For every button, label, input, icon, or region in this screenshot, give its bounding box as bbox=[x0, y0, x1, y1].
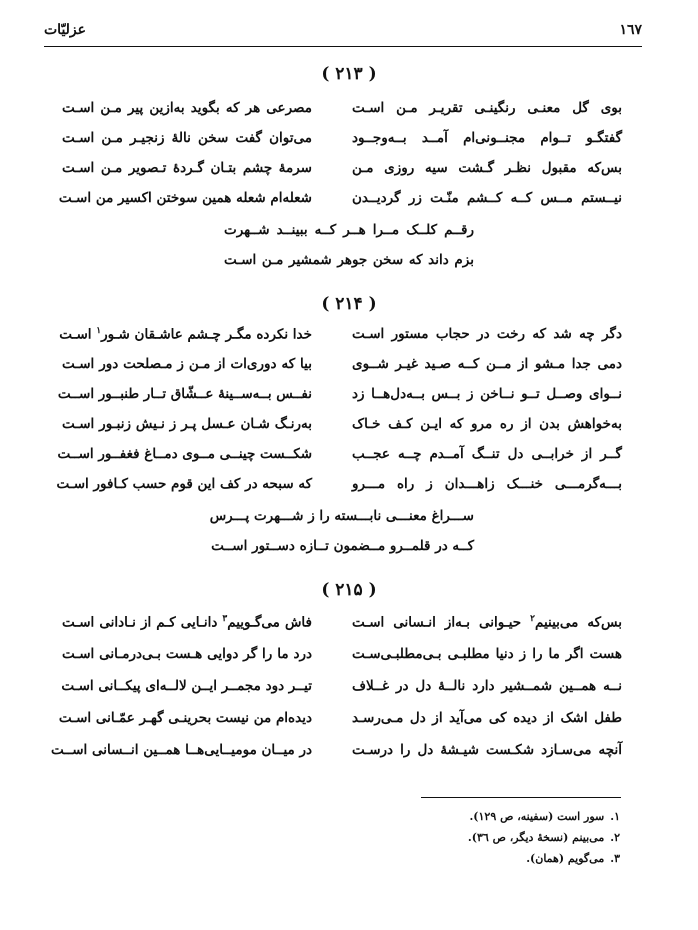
footnote-marker: ۲ bbox=[530, 614, 535, 624]
closing-text: بزم داند که سخن جوهر شمشیر مـن اسـت bbox=[224, 252, 474, 268]
footnote-marker: ۳ bbox=[222, 614, 228, 624]
footnote bbox=[220, 852, 620, 865]
verse-row bbox=[57, 386, 622, 402]
verse-hemistich-1: نــه همــین شمــشیر دارد نالــهٔ دل در غــلاف bbox=[352, 678, 622, 694]
verse-row bbox=[59, 326, 622, 343]
verse-hemistich-2: می‌توان گفت سخن نالهٔ زنجیـر مـن اسـت bbox=[62, 130, 312, 146]
verse-hemistich-2: دیده‌ام من نیست بحرینـی گهـر عمّـانی اسـت bbox=[58, 710, 312, 726]
verse-hemistich-2: درد ما را گر دوایی هـست بـی‌درمـانی اسـت bbox=[62, 646, 312, 662]
hemistich-tail: دانـایی کـم از نـادانی اسـت bbox=[62, 614, 223, 631]
header-rule bbox=[44, 46, 642, 47]
hemistich-text: فاش می‌گـوییم bbox=[227, 614, 312, 631]
verse-row bbox=[62, 416, 622, 432]
footnote-marker: ۱ bbox=[96, 326, 102, 336]
page-header bbox=[44, 14, 642, 46]
verse-hemistich-1: گفتگـو تــوام مجنــونی‌ام آمــد بــه‌وجــود bbox=[352, 130, 622, 146]
footnote-text: می‌گویم (همان). bbox=[526, 852, 605, 865]
verse-row bbox=[62, 356, 622, 372]
verse-row bbox=[62, 646, 622, 662]
verse-row bbox=[56, 476, 622, 492]
verse-row bbox=[62, 678, 622, 694]
verse-hemistich-2: شعله‌ام شعله همین سوختن اکسیر من اسـت bbox=[58, 190, 312, 206]
closing-text: رقــم کلــک مــرا هــر کــه ببینــد شــهرت bbox=[224, 222, 474, 238]
closing-line-1 bbox=[0, 222, 698, 238]
verse-hemistich-2: نفــس بــه‌ســینهٔ عــشّاق تــار طنبــور اســت bbox=[57, 386, 312, 402]
footnote bbox=[220, 810, 620, 823]
footnote-text: سور است (سفینه، ص ۱۲۹). bbox=[469, 810, 605, 823]
verse-hemistich-2: مصرعی هر که بگوید به‌ازین پیر مـن اسـت bbox=[62, 100, 312, 116]
verse-hemistich-1: نیــستم مــس کــه کــشم منّـت زر گردیــدن bbox=[352, 190, 622, 206]
footnote-number: ۲. bbox=[610, 831, 620, 844]
verse-row bbox=[57, 446, 622, 462]
verse-row bbox=[51, 742, 622, 758]
hemistich-text: بس‌که می‌بینیم bbox=[534, 614, 623, 631]
closing-line-2 bbox=[0, 252, 698, 268]
poem-title-213: ( ۲۱۳ ) bbox=[321, 64, 377, 84]
closing-line-2 bbox=[0, 538, 698, 554]
hemistich-tail: اسـت bbox=[59, 326, 97, 343]
verse-hemistich-1: بـــه‌گرمـــی خنـــک زاهـــدان ز راه مـــرو bbox=[352, 476, 622, 492]
verse-hemistich-1: دگر چه شد که رخت در حجاب مستور اسـت bbox=[352, 326, 622, 342]
verse-hemistich-2: تیــر دود مجمــر ایــن لالــه‌ای پیکــانی اسـت bbox=[61, 678, 312, 694]
footnote-number: ۳. bbox=[610, 852, 620, 865]
page-number: ١٦٧ bbox=[619, 22, 642, 38]
closing-line-1 bbox=[0, 508, 698, 524]
verse-hemistich-2 bbox=[59, 326, 312, 343]
verse-hemistich-2: در میــان مومیــایی‌هــا همــین انــسانی اســت bbox=[51, 742, 312, 758]
verse-hemistich-2: به‌رنـگ شـان عـسل پـر ز نـیش زنبـور اسـت bbox=[62, 416, 312, 432]
verse-hemistich-2: شکــست چینــی مــوی دمــاغ فغفــور اســت bbox=[57, 446, 312, 462]
verse-row bbox=[62, 130, 622, 146]
verse-row bbox=[62, 614, 622, 631]
verse-hemistich-1: آنچه می‌سـازد شکـست شیـشهٔ دل را درسـت bbox=[352, 742, 622, 758]
verse-hemistich-1 bbox=[352, 614, 622, 631]
verse-hemistich-2 bbox=[62, 614, 312, 631]
footnote-rule bbox=[421, 797, 621, 798]
verse-hemistich-1: بوی گل معنـی رنگینـی تقریـر مـن اسـت bbox=[352, 100, 622, 116]
verse-hemistich-1: به‌خواهش بدن از ره مرو که ایـن کـف خـاک bbox=[352, 416, 622, 432]
footnote-text: می‌بینم (نسخهٔ دیگر، ص ۳٦). bbox=[467, 831, 605, 844]
poem-title-214: ( ۲۱۴ ) bbox=[321, 294, 377, 314]
verse-hemistich-1: طفل اشک از دیده کی می‌آید از دل مـی‌رسـد bbox=[352, 710, 622, 726]
footnote-number: ۱. bbox=[610, 810, 620, 823]
closing-text: کــه در قلمــرو مــضمون تــازه دســتور اســت bbox=[211, 538, 474, 554]
poem-title-215: ( ۲۱۵ ) bbox=[321, 580, 377, 600]
hemistich-text: خدا نکرده مگـر چـشم عاشـقان شـور bbox=[101, 326, 312, 343]
verse-hemistich-1: نــوای وصــل تــو نــاخن ز بــس بــه‌دل‌هــا زد bbox=[352, 386, 622, 402]
verse-hemistich-1: گــر از خرابــی دل تنــگ آمــدم چــه عجــب bbox=[352, 446, 622, 462]
verse-hemistich-1: بس‌که مقبول نظـر گـشت سیه روزی مـن bbox=[352, 160, 622, 176]
verse-row bbox=[62, 160, 622, 176]
verse-row bbox=[62, 100, 622, 116]
closing-text: ســـراغ معنـــی نابـــسته را ز شـــهرت پـــرس bbox=[209, 508, 474, 524]
verse-hemistich-2: که سبحه در کف این قوم حسب کـافور اسـت bbox=[56, 476, 312, 492]
verse-hemistich-2: بیا که دوری‌ات از مـن ز مـصلحت دور اسـت bbox=[62, 356, 312, 372]
verse-row bbox=[58, 710, 622, 726]
hemistich-tail: حیـوانی بـه‌از انـسانی اسـت bbox=[352, 614, 531, 631]
verse-hemistich-1: دمی جدا مـشو از مــن کــه صـید غیـر شــوی bbox=[352, 356, 622, 372]
section-title: عزلیّات bbox=[44, 22, 87, 38]
verse-hemistich-1: هست اگر ما را ز دنیا مطلبـی بـی‌مطلبـی‌سـت bbox=[352, 646, 622, 662]
verse-hemistich-2: سرمهٔ چشم بتـان گـردهٔ تـصویر مـن اسـت bbox=[62, 160, 312, 176]
verse-row bbox=[58, 190, 622, 206]
footnote bbox=[220, 831, 620, 844]
